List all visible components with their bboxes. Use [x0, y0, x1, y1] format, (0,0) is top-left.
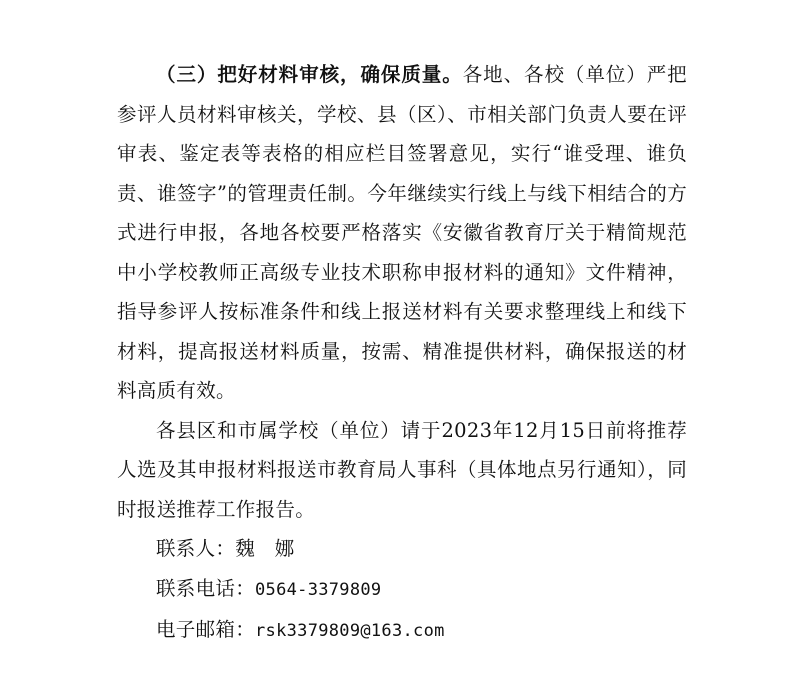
document-body [117, 55, 687, 651]
section-3-text: 各地、各校（单位）严把参评人员材料审核关，学校、县（区）、市相关部门负责人要在评审表、鉴定表等表格的相应栏目签署意见，实行“谁受理、谁负责、谁签字”的管理责任制。今年继续实行线上与线下相结合的方式进行申报，各地各校要严格落实《安徽省教育厅关于精简规范中小学校教师正高级专业技术职称申报材料的通知》文件精神，指导参评人按标准条件和线上报送材料有关要求整理线上和线下材料，提高报送材料质量，按需、精准提供材料，确保报送的材料高质有效。 [117, 63, 687, 402]
contact-person-label: 联系人： [156, 537, 236, 560]
section-3-paragraph [117, 55, 687, 411]
contact-person-line [117, 529, 687, 569]
section-3-heading: （三）把好材料审核，确保质量。 [156, 63, 463, 86]
contact-email-line [117, 610, 687, 651]
contact-phone-label: 联系电话： [156, 577, 256, 600]
submission-paragraph: 各县区和市属学校（单位）请于2023年12月15日前将推荐人选及其申报材料报送市教育局人事科（具体地点另行通知），同时报送推荐工作报告。 [117, 418, 687, 521]
contact-email-label: 电子邮箱： [156, 618, 256, 641]
contact-email-address: rsk3379809@163.com [255, 621, 445, 641]
contact-phone-line [117, 569, 687, 610]
contact-person-name: 魏 娜 [235, 537, 295, 560]
contact-phone-number: 0564-3379809 [255, 580, 382, 600]
